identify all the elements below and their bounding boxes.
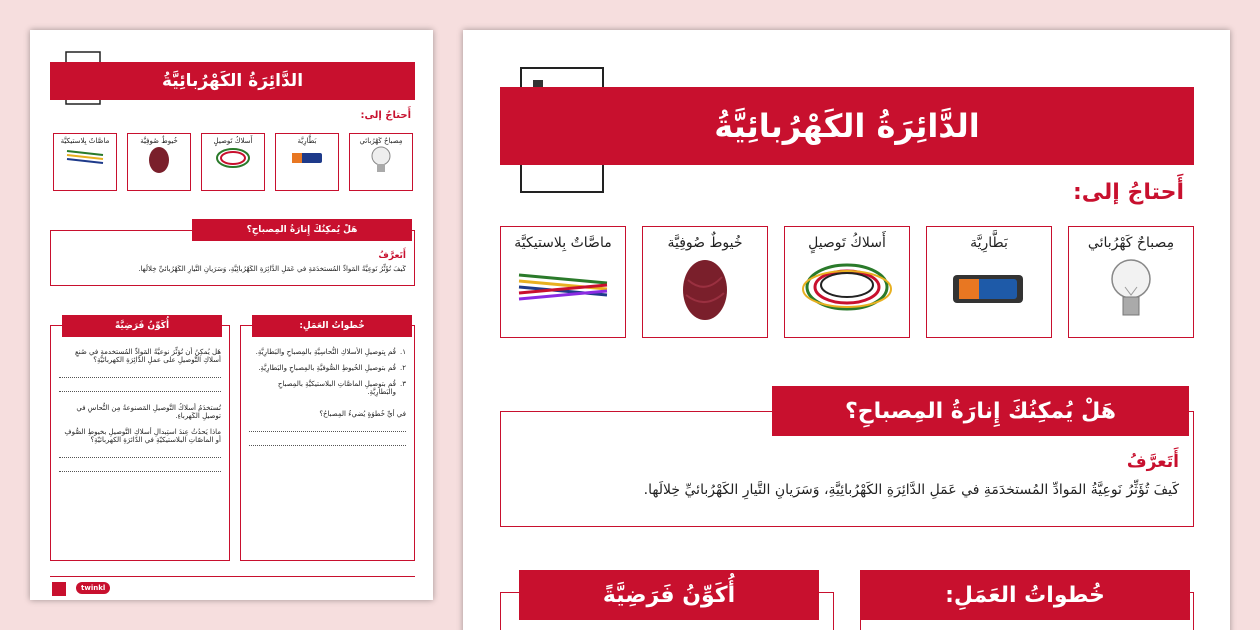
material-item — [349, 133, 413, 191]
wires-icon — [797, 257, 897, 317]
question-title: هَلْ يُمكِنُكَ إِنارَةُ المِصباحِ؟ — [192, 219, 412, 241]
material-label: بَطَّارِيَّة — [297, 137, 317, 145]
material-item — [201, 133, 265, 191]
material-item — [642, 226, 768, 338]
material-label: بَطَّارِيَّة — [970, 235, 1008, 251]
material-item — [926, 226, 1052, 338]
step-item: ٢. قُم بتوصيلِ الخُيوطِ الصُّوفيَّةِ بالمِصباحِ والبَطارِيَّةِ. — [258, 364, 406, 372]
learn-text: كَيفَ تُؤَثِّرُ نَوعِيَّةُ المَوادِّ المُستخدَمَةِ في عَمَلِ الدَّائِرَةِ الكَهْرُبائِيَّةِ، وَسَرَيانِ التَّيارِ الكَهْرُبائيِّ خِلالَها. — [643, 482, 1179, 498]
material-label: خُيوطٌ صُوفِيَّة — [140, 137, 178, 145]
wires-icon — [213, 145, 253, 171]
question-title: هَلْ يُمكِنُكَ إِنارَةُ المِصباحِ؟ — [772, 386, 1189, 436]
hypothesis-item: تُستخدَمُ أسلاكُ التَّوصيلِ المَصنوعةُ مِن النُّحاسِ في توصيلِ الكَهرباءِ. — [76, 404, 221, 420]
steps-box-small — [240, 325, 415, 561]
material-item — [1068, 226, 1194, 338]
material-label: أَسلاكُ تَوصيلٍ — [213, 137, 253, 145]
footer-divider — [50, 576, 415, 577]
learn-heading: أَتَعرَّفُ — [378, 251, 406, 261]
material-item — [275, 133, 339, 191]
hypothesis-box-small — [50, 325, 230, 561]
material-label: مِصباحٌ كَهْرُبائي — [359, 137, 403, 145]
battery-icon — [947, 261, 1031, 317]
step-item: ٣. قُم بتوصيلِ الماصَّاتِ البلاستيكيَّةِ بالمِصباحِ والبَطارِيَّةِ. — [277, 380, 406, 396]
material-item — [784, 226, 910, 338]
steps-heading: خُطواتُ العَمَلِ: — [860, 570, 1190, 620]
light-bulb-icon — [370, 145, 392, 175]
steps-heading: خُطواتُ العَمَلِ: — [252, 315, 412, 337]
learn-text: كَيفَ تُؤَثِّرُ نَوعِيَّةُ المَوادِّ المُستخدَمَةِ في عَمَلِ الدَّائِرَةِ الكَهْرُبائِيَّةِ، وَسَرَيانِ التَّيارِ الكَهْرُبائيِّ خِلالَها. — [138, 265, 406, 273]
material-label: أَسلاكُ تَوصيلٍ — [808, 235, 886, 251]
material-label: ماصَّاتٌ بِلاستيكيَّة — [60, 137, 110, 145]
material-label: خُيوطٌ صُوفِيَّة — [667, 235, 743, 251]
yarn-icon — [680, 255, 730, 325]
hypothesis-item: ماذا يَحدُثُ عِندَ استِبدالِ أسلاكِ التَّوصيلِ بخيوطِ الصُّوفِ أو الماصّاتِ البلاستيكيّةِ في الدّائرَةِ الكهربائيّةِ؟ — [64, 428, 221, 444]
hypothesis-heading: أُكَوِّنُ فَرَضِيَّةً — [62, 315, 222, 337]
material-item — [127, 133, 191, 191]
steps-question: في أيِّ خُطوَةٍ يُضيءُ المِصباحُ؟ — [319, 410, 406, 418]
needs-heading: أَحتاجُ إلى: — [360, 110, 411, 121]
brand-logo: twinkl — [76, 582, 110, 594]
straws-icon — [65, 145, 105, 167]
worksheet-thumbnail — [30, 30, 433, 600]
hypothesis-item: هَل يُمكِنُ أن تُؤثِّرَ نوعيَّةُ المَوادِّ المُستخدمةِ في صُنعِ أسلاكِ التَّوصيلِ على عملِ الدَّائِرَةِ الكهربائيَّةِ؟ — [75, 348, 221, 364]
needs-heading: أَحتاجُ إلى: — [1072, 180, 1184, 205]
yarn-icon — [146, 145, 172, 175]
material-item — [500, 226, 626, 338]
light-bulb-icon — [1109, 257, 1153, 323]
step-item: ١. قُم بِتوصيلِ الأسلاكِ النُّحاسِيَّةِ بالمِصباحِ والبَطارِيَّةِ. — [255, 348, 406, 356]
page-title: الدَّائِرَةُ الكَهْرُبائِيَّةُ — [500, 87, 1194, 165]
worksheet-detail — [463, 30, 1230, 630]
material-label: ماصَّاتٌ بِلاستيكيَّة — [514, 235, 612, 251]
material-item — [53, 133, 117, 191]
material-label: مِصباحٌ كَهْرُبائي — [1087, 235, 1175, 251]
page-title: الدَّائِرَةُ الكَهْرُبائِيَّةُ — [50, 62, 415, 100]
battery-icon — [290, 145, 324, 169]
learn-heading: أَتَعرَّفُ — [1126, 452, 1179, 472]
straws-icon — [515, 263, 611, 313]
hypothesis-heading: أُكَوِّنُ فَرَضِيَّةً — [519, 570, 819, 620]
qr-code-icon — [52, 582, 66, 596]
